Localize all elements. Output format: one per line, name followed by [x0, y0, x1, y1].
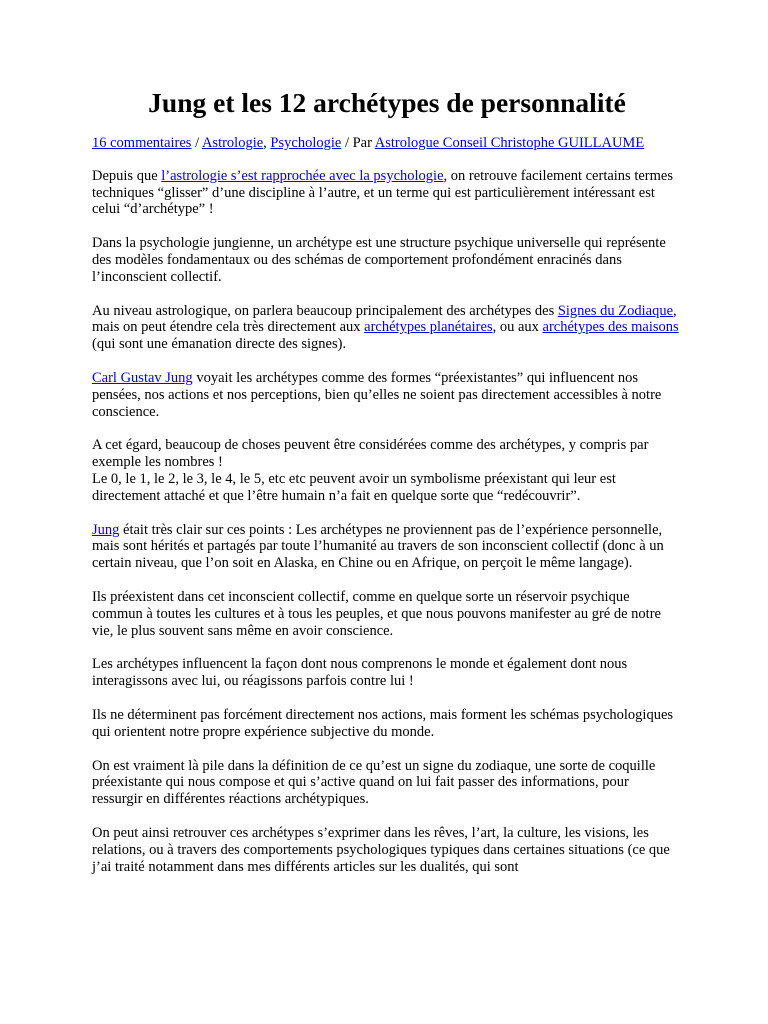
paragraph-4-text-after: voyait les archétypes comme des formes “préexistantes” qui influencent nos pensées, nos actions et nos perceptions, bien qu’elles ne soient pas directement accessibles à notre conscience. — [92, 369, 662, 420]
paragraph-2: Dans la psychologie jungienne, un archétype est une structure psychique universelle qui représente des modèles fondamentaux ou des schémas de comportement profondément enracinés dans l’inconscient collectif. — [92, 235, 666, 285]
signes-zodiaque-link[interactable]: Signes du Zodiaque — [557, 302, 674, 319]
carl-gustav-jung-link[interactable]: Carl Gustav Jung — [92, 369, 193, 386]
paragraph-1 — [92, 168, 682, 218]
document-page — [92, 86, 682, 892]
meta-comma: , — [263, 135, 271, 151]
comments-link[interactable]: 16 commentaires — [92, 135, 192, 151]
meta-separator-author: / Par — [341, 135, 375, 151]
paragraph-9: Ils ne déterminent pas forcément directement nos actions, mais forment les schémas psychologiques qui orientent notre propre expérience subjective du monde. — [92, 706, 674, 740]
paragraph-1-text-before: Depuis que — [92, 167, 162, 184]
paragraph-3-text-mid1: , mais on peut étendre cela très directement aux — [92, 302, 677, 336]
post-meta — [92, 135, 682, 152]
paragraph-3-text-mid2: , ou aux — [492, 319, 543, 336]
author-link[interactable]: Astrologue Conseil Christophe GUILLAUME — [374, 135, 645, 151]
paragraph-5-line-2: Le 0, le 1, le 2, le 3, le 4, le 5, etc etc peuvent avoir un symbolisme préexistant qui leur est directement attaché et que l’être humain n’a fait en quelque sorte que “redécouvrir”. — [92, 470, 616, 504]
paragraph-3-text-before: Au niveau astrologique, on parlera beaucoup principalement des archétypes des — [92, 302, 558, 319]
category-link-psychologie[interactable]: Psychologie — [270, 135, 342, 151]
paragraph-5 — [92, 437, 682, 504]
paragraph-3-text-after: (qui sont une émanation directe des signes). — [92, 336, 347, 353]
paragraph-3 — [92, 303, 682, 353]
archetypes-maisons-link[interactable]: archétypes des maisons — [542, 319, 679, 336]
paragraph-7: Ils préexistent dans cet inconscient collectif, comme en quelque sorte un réservoir psychique commun à toutes les cultures et à tous les peuples, et que nous pouvons manifester au gré de notre vie, le plus souvent sans même en avoir conscience. — [92, 588, 661, 639]
paragraph-11: On peut ainsi retrouver ces archétypes s’exprimer dans les rêves, l’art, la culture, les visions, les relations, ou à travers des comportements psychologiques typiques dans certaines situations (ce que j’ai traité notamment dans mes différents articles sur les dualités, qui sont — [92, 824, 670, 875]
paragraph-4 — [92, 370, 682, 420]
paragraph-1-text-after: , on retrouve facilement certains termes techniques “glisser” d’une discipline à l’autre, et un terme qui est particulièrement intéressant est celui “d’archétype” ! — [92, 167, 673, 218]
jung-link[interactable]: Jung — [92, 521, 120, 538]
archetypes-planetaires-link[interactable]: archétypes planétaires — [364, 319, 493, 336]
astrologie-psychologie-link[interactable]: l’astrologie s’est rapprochée avec la psychologie — [161, 167, 444, 184]
page-title: Jung et les 12 archétypes de personnalité — [148, 87, 626, 118]
meta-separator: / — [191, 135, 202, 151]
paragraph-6 — [92, 522, 682, 572]
paragraph-8: Les archétypes influencent la façon dont nous comprenons le monde et également dont nous interagissons avec lui, ou réagissons parfois contre lui ! — [92, 656, 628, 690]
category-link-astrologie[interactable]: Astrologie — [201, 135, 264, 151]
paragraph-10: On est vraiment là pile dans la définition de ce qu’est un signe du zodiaque, une sorte de coquille préexistante qui nous compose et qui s’active quand on lui fait passer des informations, pour ressurgir en différentes réactions archétypiques. — [92, 757, 656, 808]
paragraph-5-line-1: A cet égard, beaucoup de choses peuvent être considérées comme des archétypes, y compris par exemple les nombres ! — [92, 437, 649, 471]
paragraph-6-text-after: était très clair sur ces points : Les archétypes ne proviennent pas de l’expérience personnelle, mais sont hérités et partagés par toute l’humanité au travers de son inconscient collectif (donc à un certain niveau, que l’on soit en Alaska, en Chine ou en Afrique, on perçoit le même langage). — [92, 521, 664, 572]
